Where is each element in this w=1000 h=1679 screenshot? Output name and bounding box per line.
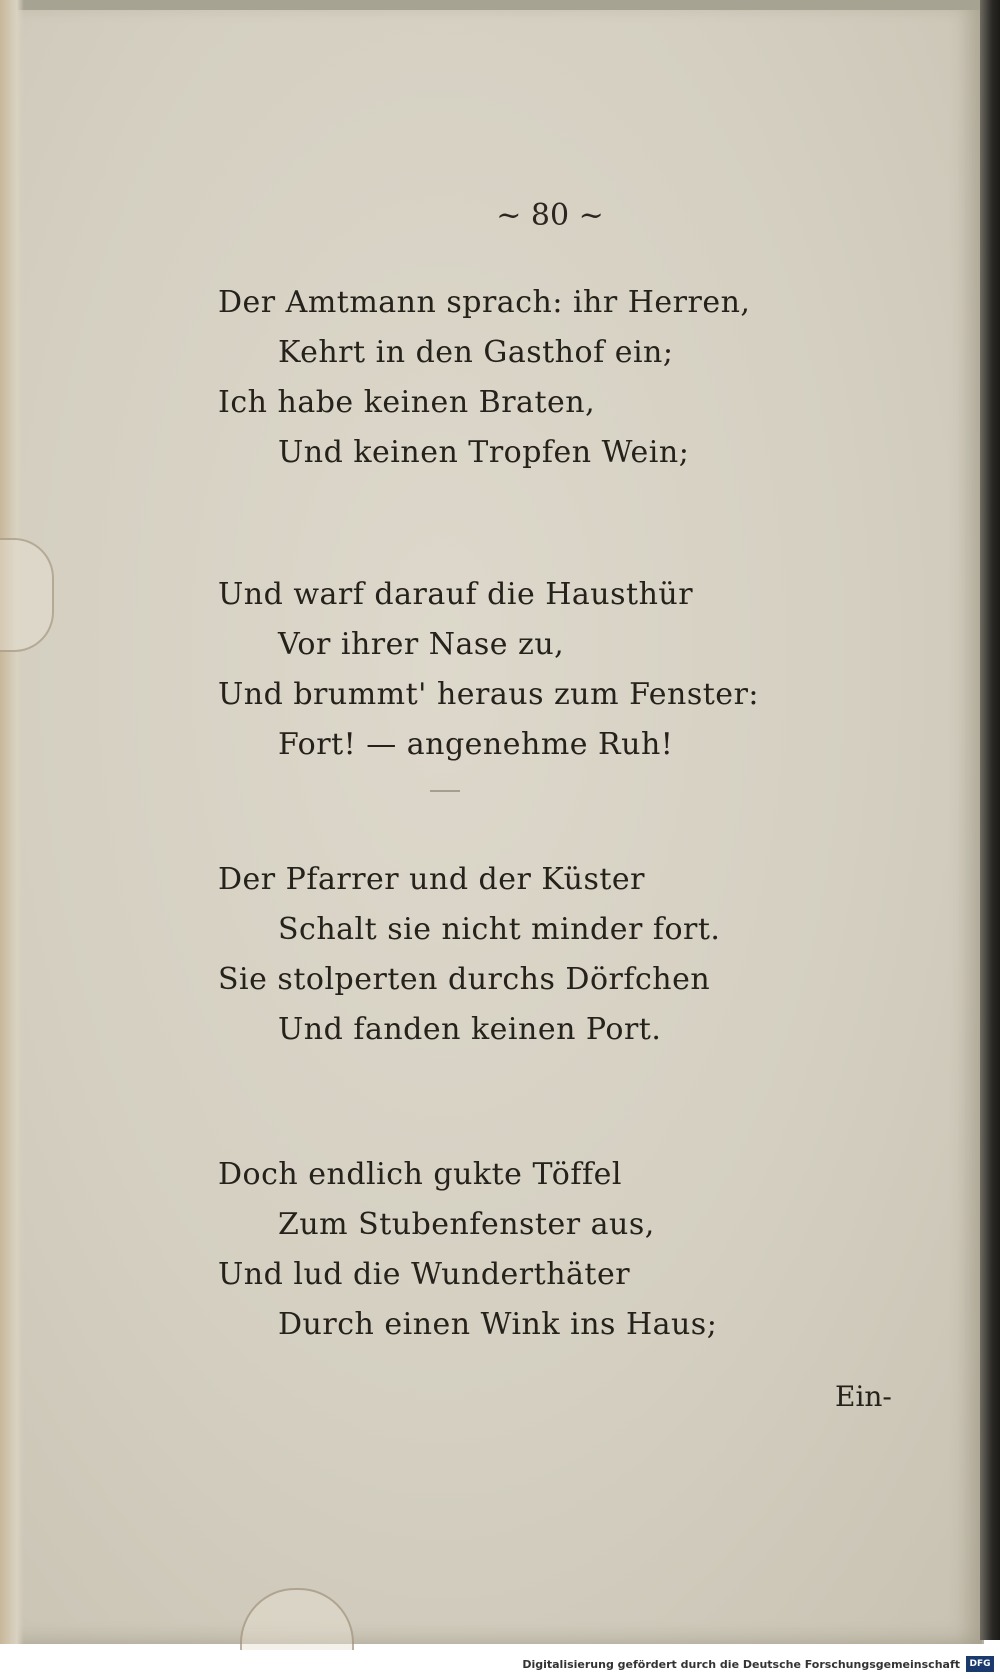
verse-line: Zum Stubenfenster aus, [278,1207,655,1242]
verse-line: Und fanden keinen Port. [278,1012,662,1047]
verse-line: Und brummt' heraus zum Fenster: [218,677,760,712]
page-left-edge [0,0,24,1644]
verse-line: Fort! — angenehme Ruh! [278,727,674,762]
stanza-4 [218,1150,918,1350]
stanza-1 [218,278,918,478]
verse-line: Doch endlich gukte Töffel [218,1157,622,1192]
dfg-logo: DFG [966,1656,994,1672]
thumb-mark-bottom [240,1588,354,1650]
verse-line: Schalt sie nicht minder fort. [278,912,721,947]
verse-line: Ich habe keinen Braten, [218,385,596,420]
thumb-mark-left [0,538,54,652]
stanza-2 [218,570,918,770]
footer-credit: Digitalisierung gefördert durch die Deutsche Forschungsgemeinschaft [522,1658,960,1671]
verse-line: Durch einen Wink ins Haus; [278,1307,718,1342]
verse-line: Der Amtmann sprach: ihr Herren, [218,285,751,320]
verse-line: Und lud die Wunderthäter [218,1257,631,1292]
book-spine-edge [980,0,1000,1640]
page-top-edge [0,0,982,10]
page-number: ~ 80 ~ [496,198,604,233]
verse-line: Der Pfarrer und der Küster [218,862,646,897]
verse-line: Sie stolperten durchs Dörfchen [218,962,711,997]
verse-line: Und keinen Tropfen Wein; [278,435,690,470]
verse-line: Vor ihrer Nase zu, [278,627,565,662]
ink-mark [430,790,460,792]
stanza-3 [218,855,918,1055]
verse-line: Kehrt in den Gasthof ein; [278,335,674,370]
verse-line: Und warf darauf die Hausthür [218,577,694,612]
catchword: Ein- [835,1380,892,1413]
